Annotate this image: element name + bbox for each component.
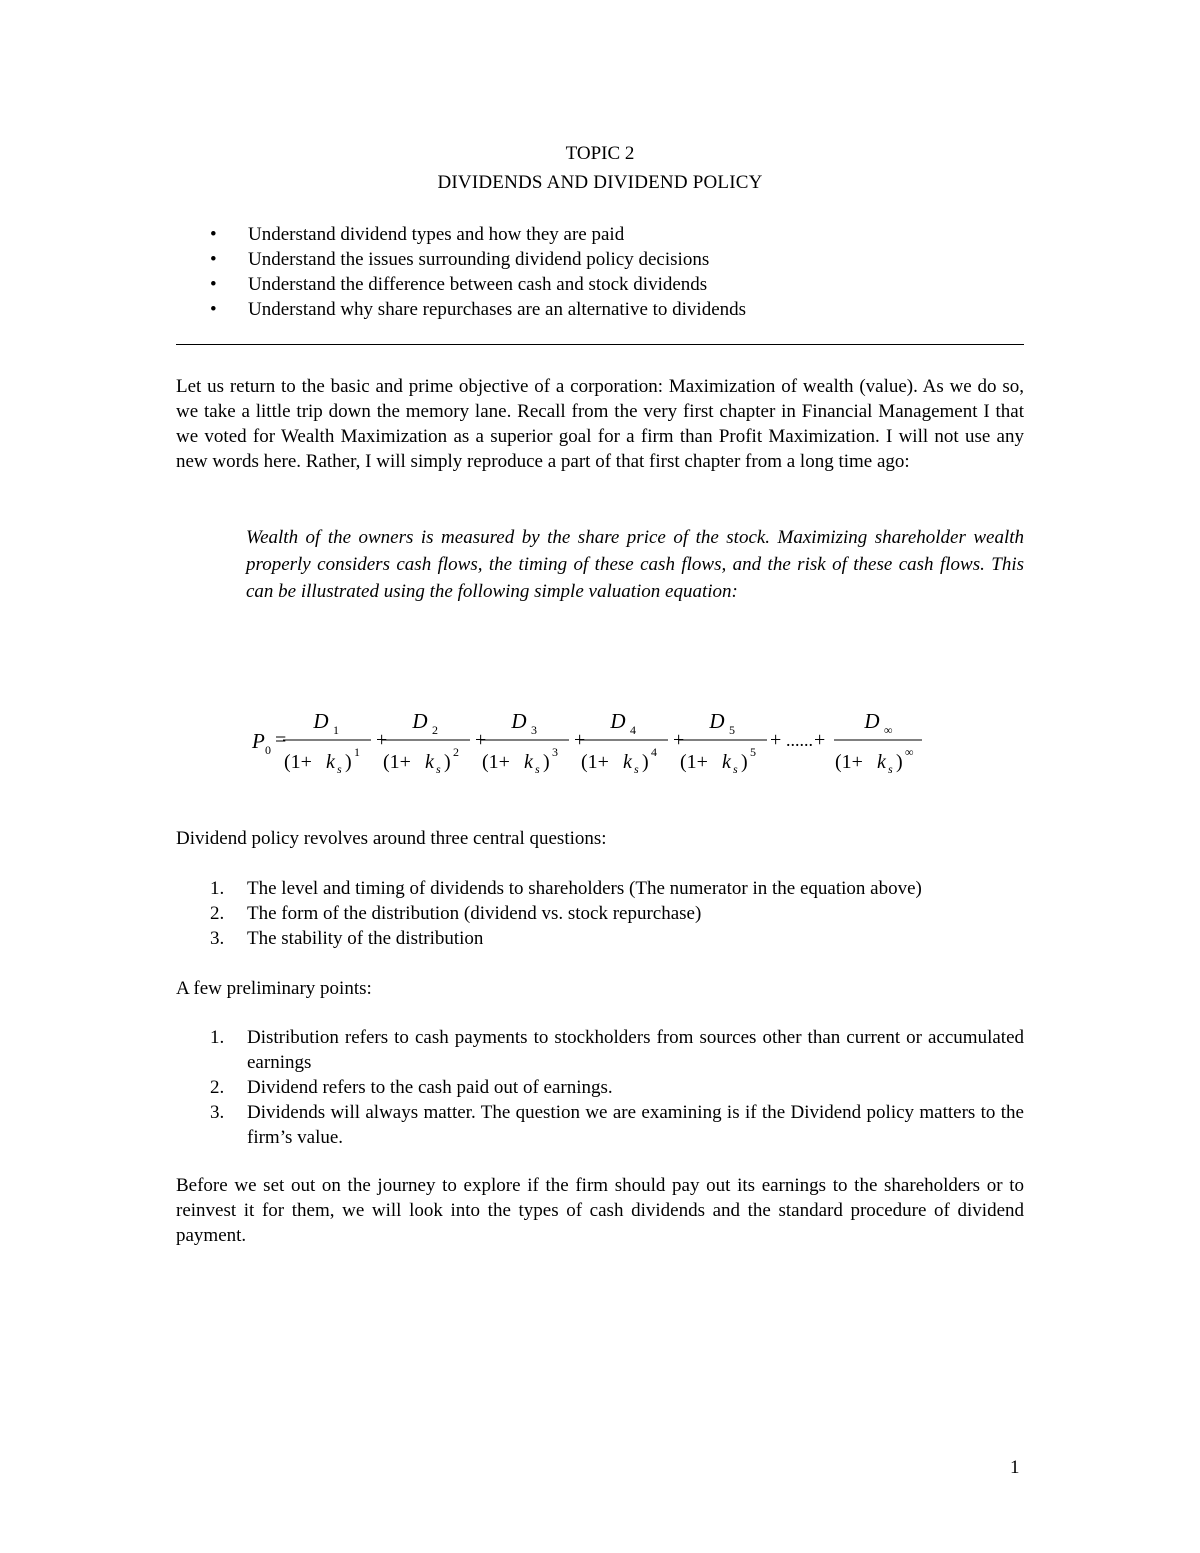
bullet-icon: • xyxy=(210,299,217,320)
numerator-symbol: D xyxy=(313,709,329,733)
denominator-base: (1+ xyxy=(284,751,312,773)
denominator-close: ) xyxy=(642,751,649,773)
denominator-exponent: 1 xyxy=(354,745,360,759)
denominator-close: ) xyxy=(345,751,352,773)
list-item: 2. Dividend refers to the cash paid out of earnings. xyxy=(210,1077,613,1098)
list-item: 1. The level and timing of dividends to shareholders (The numerator in the equation above) xyxy=(210,878,922,899)
denominator-close: ) xyxy=(896,751,903,773)
numerator-subscript: 5 xyxy=(729,723,735,737)
numerator-symbol: D xyxy=(610,709,626,733)
denominator-close: ) xyxy=(543,751,550,773)
denominator-k: k xyxy=(623,751,632,773)
numerator-subscript: 3 xyxy=(531,723,537,737)
equation-plus: + xyxy=(770,729,782,751)
equation-plus: + xyxy=(574,729,586,751)
list-item: • Understand why share repurchases are an alternative to dividends xyxy=(210,299,747,320)
list-item: 3. Dividends will always matter. The question we are examining is if the Dividend policy matters to the firm’s value. xyxy=(210,1102,1024,1148)
bullet-icon: • xyxy=(210,274,217,295)
equation-equals: = xyxy=(275,729,287,751)
numerator-symbol: D xyxy=(709,709,725,733)
bullet-icon: • xyxy=(210,249,217,270)
equation-plus: + xyxy=(376,729,388,751)
denominator-close: ) xyxy=(741,751,748,773)
page-title: DIVIDENDS AND DIVIDEND POLICY xyxy=(437,172,763,193)
denominator-k-subscript: s xyxy=(535,762,540,776)
denominator-exponent: 5 xyxy=(750,745,756,759)
points-list xyxy=(210,1025,1024,1150)
denominator-k: k xyxy=(524,751,533,773)
equation-plus: + xyxy=(475,729,487,751)
denominator-base: (1+ xyxy=(581,751,609,773)
bullet-icon: • xyxy=(210,224,217,245)
denominator-close: ) xyxy=(444,751,451,773)
denominator-k: k xyxy=(877,751,886,773)
denominator-k: k xyxy=(326,751,335,773)
denominator-k-subscript: s xyxy=(733,762,738,776)
topic-label: TOPIC 2 xyxy=(565,143,635,164)
closing-paragraph: Before we set out on the journey to explore if the firm should pay out its earnings to the shareholders or to reinvest it for them, we will look into the types of cash dividends and the standard procedure of dividend payment. xyxy=(176,1175,1024,1246)
numerator-subscript: 2 xyxy=(432,723,438,737)
equation-plus: + xyxy=(673,729,685,751)
list-item: • Understand dividend types and how they are paid xyxy=(210,224,625,245)
equation-lhs: P xyxy=(252,729,265,753)
list-item: • Understand the issues surrounding dividend policy decisions xyxy=(210,249,710,270)
denominator-k: k xyxy=(722,751,731,773)
questions-intro: Dividend policy revolves around three central questions: xyxy=(176,828,607,849)
points-intro: A few preliminary points: xyxy=(176,978,372,999)
denominator-exponent: ∞ xyxy=(905,745,914,759)
page-number: 1 xyxy=(1010,1457,1020,1478)
questions-list xyxy=(210,876,1024,951)
denominator-k-subscript: s xyxy=(436,762,441,776)
divider xyxy=(176,344,1024,345)
equation-ellipsis: ...... xyxy=(786,730,813,750)
denominator-exponent: 3 xyxy=(552,745,558,759)
numerator-symbol: D xyxy=(511,709,527,733)
equation-terms xyxy=(283,709,922,776)
list-item: 3. The stability of the distribution xyxy=(210,928,484,949)
list-item: • Understand the difference between cash and stock dividends xyxy=(210,274,708,295)
numerator-subscript: 4 xyxy=(630,723,636,737)
denominator-k-subscript: s xyxy=(888,762,893,776)
intro-paragraph: Let us return to the basic and prime objective of a corporation: Maximization of wealth (value). As we do so, we take a little trip down the memory lane. Recall from the very first chapter in Financial Management I that we voted for Wealth Maximization as a superior goal for a firm than Profit Maximization. I will not use any new words here. Rather, I will simply reproduce a part of that first chapter from a long time ago: xyxy=(176,376,1024,472)
denominator-exponent: 4 xyxy=(651,745,657,759)
denominator-base: (1+ xyxy=(835,751,863,773)
denominator-k-subscript: s xyxy=(337,762,342,776)
list-item: 1. Distribution refers to cash payments to stockholders from sources other than current or accumulated earnings xyxy=(210,1027,1024,1073)
denominator-base: (1+ xyxy=(383,751,411,773)
denominator-base: (1+ xyxy=(482,751,510,773)
numerator-symbol: D xyxy=(864,709,880,733)
denominator-k: k xyxy=(425,751,434,773)
equation-lhs-subscript: 0 xyxy=(265,743,271,757)
numerator-subscript: 1 xyxy=(333,723,339,737)
quote-block: Wealth of the owners is measured by the share price of the stock. Maximizing shareholder wealth properly considers cash flows, the timing of these cash flows, and the risk of these cash flows. This can be illustrated using the following simple valuation equation: xyxy=(246,527,1024,602)
numerator-symbol: D xyxy=(412,709,428,733)
objectives-list xyxy=(210,222,1030,322)
list-item: 2. The form of the distribution (dividend vs. stock repurchase) xyxy=(210,903,702,924)
denominator-exponent: 2 xyxy=(453,745,459,759)
equation-plus: + xyxy=(814,729,826,751)
valuation-equation xyxy=(240,688,960,788)
numerator-subscript: ∞ xyxy=(884,723,893,737)
denominator-k-subscript: s xyxy=(634,762,639,776)
denominator-base: (1+ xyxy=(680,751,708,773)
